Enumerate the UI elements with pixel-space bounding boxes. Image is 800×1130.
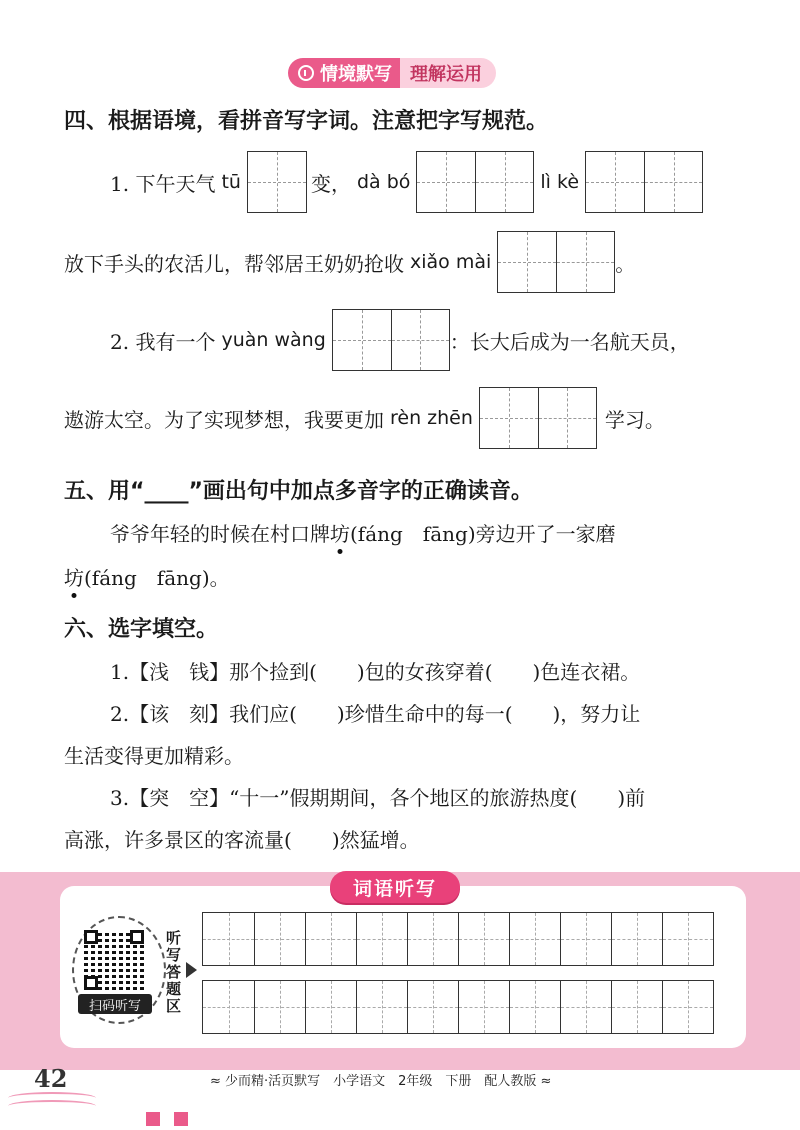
answer-area-char: 区 [166,997,182,1015]
s4-question-2-line-2 [64,386,665,450]
dictation-grid-row-1[interactable] [202,912,714,966]
s4-q2-text-b: ：长大后成为一名航天员， [449,329,690,354]
badge-secondary [400,58,496,88]
s5-line-1 [110,518,616,547]
s6-question-2-line-2: 生活变得更加精彩。 [64,744,244,768]
s4-q1-line2-text: 放下手头的农活儿，帮邻居王奶奶抢收 [64,251,404,276]
s6-question-1 [110,656,640,685]
footer-text: ≈ 少而精·活页默写 小学语文 2年级 下册 配人教版 ≈ [210,1074,552,1089]
s6-q2-text-a: 2.【该 刻】我们应( [110,702,297,726]
answer-grid-5[interactable] [332,309,450,371]
decorative-wave [8,1100,96,1112]
pen-circle-icon [298,65,314,81]
s4-q2-line2-text: 遨游太空。为了实现梦想，我要更加 [64,407,384,432]
arrow-right-icon [186,962,197,978]
s4-q1-text-b: 变， [310,171,351,196]
answer-grid-4[interactable] [497,231,615,293]
s4-q1-pinyin-3: lì kè [540,171,580,193]
polyphone-char: 坊 [330,522,350,546]
answer-area-char: 听 [166,929,182,947]
answer-grid-1[interactable] [247,151,307,213]
s6-question-2 [110,698,640,727]
section-4-title: 四、根据语境，看拼音写字词。注意把字写规范。 [64,109,549,134]
s6-q1-text-b: )包的女孩穿着( [356,660,493,684]
answer-grid-6[interactable] [479,387,597,449]
answer-area-label [166,930,186,1015]
s4-q2-text-a: 2. 我有一个 [110,329,216,354]
badge-primary [288,58,400,88]
s4-q1-pinyin-4: xiǎo mài [410,251,492,273]
s5-line1-text: 爷爷年轻的时候在村口牌 [110,522,330,546]
s5-line1-options[interactable]: (fáng fāng)旁边开了一家磨 [350,522,616,546]
answer-grid-2[interactable] [416,151,534,213]
s4-q1-pinyin-2: dà bó [356,171,411,193]
page-marker [146,1112,160,1126]
s6-q3-line2-text-a: 高涨，许多景区的客流量( [64,828,292,852]
page-marker [174,1112,188,1126]
s4-q1-end: 。 [615,251,636,276]
answer-area-char: 答 [166,963,182,981]
s6-q3-text-b: )前 [617,786,646,810]
scan-to-dictate-label: 扫码听写 [78,994,152,1014]
dictation-grid-row-2[interactable] [202,980,714,1034]
s4-question-2-line-1 [110,308,690,372]
answer-grid-3[interactable] [585,151,703,213]
s6-q1-text-a: 1.【浅 钱】那个捡到( [110,660,317,684]
page-number: 42 [34,1064,68,1093]
s4-q1-pinyin-1: tū [221,171,241,193]
polyphone-char-2: 坊 [64,566,84,590]
dictation-tab: 词语听写 [330,871,460,903]
s6-q1-text-c: )色连衣裙。 [532,660,641,684]
answer-area-char: 写 [166,946,182,964]
s4-q1-text-a: 1. 下午天气 [110,171,216,196]
qr-code-icon[interactable] [84,930,144,990]
section-6-title: 六、选字填空。 [64,617,219,642]
section-badge [288,58,496,88]
badge-primary-label: 情境默写 [320,64,392,85]
s4-question-1-line-2 [64,230,635,294]
s6-q2-text-b: )珍惜生命中的每一( [336,702,513,726]
s4-q2-pinyin-2: rèn zhēn [390,407,473,429]
answer-area-char: 题 [166,980,182,998]
s6-question-3-line-2 [64,824,420,853]
s6-q2-text-c: )，努力让 [552,702,641,726]
s6-question-3 [110,782,645,811]
s4-question-1-line-1 [110,150,703,214]
section-5-title: 五、用“____”画出句中加点多音字的正确读音。 [64,479,533,504]
badge-secondary-label: 理解运用 [410,64,482,85]
s5-line-2 [64,562,230,591]
s5-line2-options[interactable]: (fáng fāng)。 [84,566,230,590]
s6-q3-line2-text-b: )然猛增。 [331,828,420,852]
s4-q2-end: 学习。 [604,407,665,432]
s6-q3-text-a: 3.【突 空】“十一”假期期间，各个地区的旅游热度( [110,786,578,810]
s4-q2-pinyin-1: yuàn wàng [221,329,326,351]
